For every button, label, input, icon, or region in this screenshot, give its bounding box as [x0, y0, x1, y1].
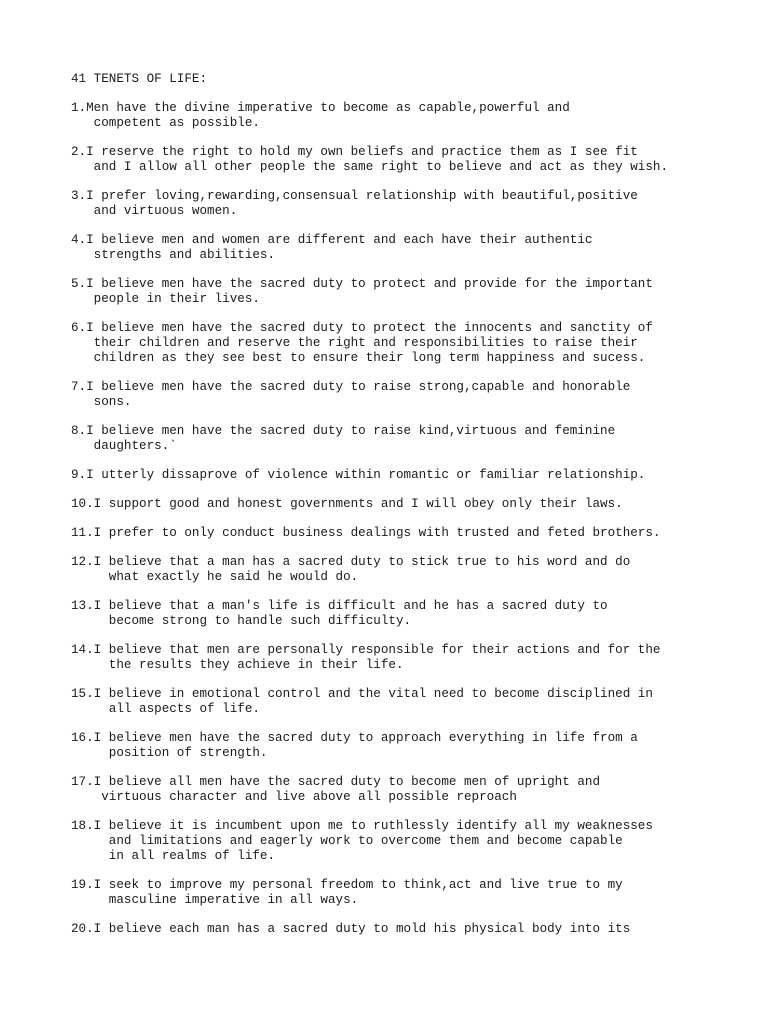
tenet-item: 11.I prefer to only conduct business dealings with trusted and feted brothers.: [71, 526, 661, 540]
tenet-item: 10.I support good and honest governments and I will obey only their laws.: [71, 497, 623, 511]
tenet-item: 14.I believe that men are personally responsible for their actions and for the the results they achieve in their life.: [71, 643, 661, 672]
tenet-item: 17.I believe all men have the sacred duty to become men of upright and virtuous character and live above all possible reproach: [71, 775, 601, 804]
tenet-item: 8.I believe men have the sacred duty to raise kind,virtuous and feminine daughters.`: [71, 424, 616, 453]
tenet-item: 18.I believe it is incumbent upon me to ruthlessly identify all my weaknesses and limitations and eagerly work to overcome them and become capable in all realms of life.: [71, 819, 653, 863]
document-body: [71, 72, 751, 951]
tenet-item: 13.I believe that a man's life is difficult and he has a sacred duty to become strong to handle such difficulty.: [71, 599, 608, 628]
tenet-item: 5.I believe men have the sacred duty to protect and provide for the important people in their lives.: [71, 277, 653, 306]
tenet-item: 6.I believe men have the sacred duty to protect the innocents and sanctity of their children and reserve the right and responsibilities to raise their children as they see best to ensure their long term happiness and sucess.: [71, 321, 653, 365]
tenet-item: 15.I believe in emotional control and the vital need to become disciplined in all aspects of life.: [71, 687, 653, 716]
document-title: 41 TENETS OF LIFE:: [71, 72, 208, 86]
tenet-item: 16.I believe men have the sacred duty to approach everything in life from a position of strength.: [71, 731, 638, 760]
tenet-item: 3.I prefer loving,rewarding,consensual relationship with beautiful,positive and virtuous women.: [71, 189, 638, 218]
tenet-item: 12.I believe that a man has a sacred duty to stick true to his word and do what exactly he said he would do.: [71, 555, 631, 584]
tenet-item: 20.I believe each man has a sacred duty to mold his physical body into its: [71, 922, 631, 936]
tenet-item: 4.I believe men and women are different and each have their authentic strengths and abilities.: [71, 233, 593, 262]
tenet-item: 1.Men have the divine imperative to become as capable,powerful and competent as possible.: [71, 101, 570, 130]
tenet-item: 7.I believe men have the sacred duty to raise strong,capable and honorable sons.: [71, 380, 631, 409]
tenet-item: 2.I reserve the right to hold my own beliefs and practice them as I see fit and I allow all other people the same right to believe and act as they wish.: [71, 145, 669, 174]
tenet-item: 19.I seek to improve my personal freedom to think,act and live true to my masculine imperative in all ways.: [71, 878, 623, 907]
tenet-item: 9.I utterly dissaprove of violence within romantic or familiar relationship.: [71, 468, 646, 482]
